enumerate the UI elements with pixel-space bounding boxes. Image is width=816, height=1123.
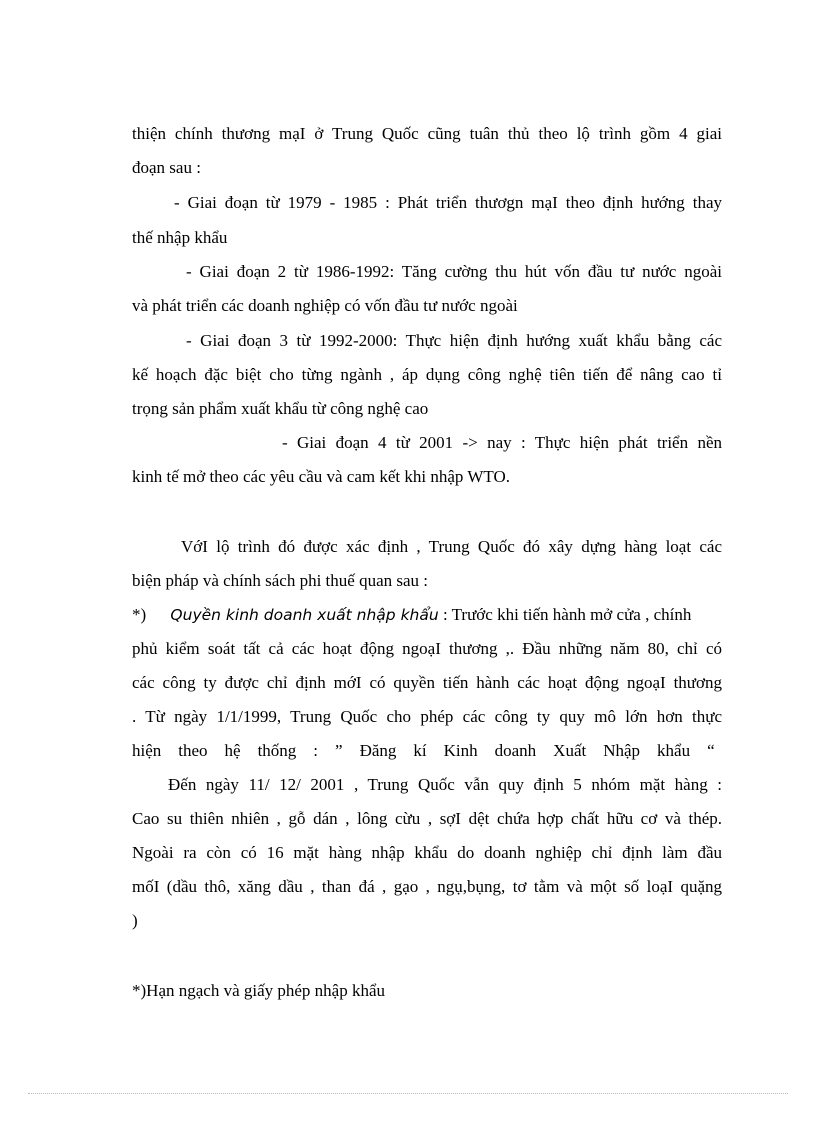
paragraph-line: Cao su thiên nhiên , gỗ dán , lông cừu , sợI dệt chứa hợp chất hữu cơ và thép. [132, 809, 722, 828]
paragraph-line: đoạn sau : [132, 158, 201, 177]
paragraph-line: và phát triển các doanh nghiệp có vốn đầu tư nước ngoài [132, 296, 518, 315]
paragraph-line: Đến ngày 11/ 12/ 2001 , Trung Quốc vẫn quy định 5 nhóm mặt hàng : [168, 775, 722, 794]
rights-heading-line [132, 604, 722, 626]
paragraph-line: kinh tế mở theo các yêu cầu và cam kết khi nhập WTO. [132, 467, 510, 486]
paragraph-line: trọng sản phẩm xuất khẩu từ công nghệ cao [132, 399, 429, 418]
paragraph-line: hiện theo hệ thống : ” Đăng kí Kinh doanh Xuất Nhập khẩu “ [132, 741, 715, 760]
paragraph-line: mốI (dầu thô, xăng dầu , than đá , gạo , ngụ,bụng, tơ tằm và một số loạI quặng [132, 877, 722, 896]
paragraph-line: các công ty được chỉ định mớI có quyền tiến hành các hoạt động ngoạI thương [132, 673, 722, 692]
paragraph-line: Ngoài ra còn có 16 mặt hàng nhập khẩu do doanh nghiệp chỉ định làm đầu [132, 843, 722, 862]
paragraph-intro: VớI lộ trình đó được xác định , Trung Quốc đó xây dựng hàng loạt các [181, 537, 722, 556]
paragraph-line: . Từ ngày 1/1/1999, Trung Quốc cho phép các công ty quy mô lớn hơn thực [132, 707, 722, 726]
list-item-stage-3: - Giai đoạn 3 từ 1992-2000: Thực hiện định hướng xuất khẩu bằng các [186, 331, 722, 350]
page-divider [28, 1093, 788, 1094]
section-heading: *)Hạn ngạch và giấy phép nhập khẩu [132, 981, 386, 1000]
paragraph-line: ) [132, 911, 138, 930]
list-item-stage-2: - Giai đoạn 2 từ 1986-1992: Tăng cường thu hút vốn đầu tư nước ngoài [186, 262, 722, 281]
section-title-italic: Quyền kinh doanh xuất nhập khẩu [170, 606, 439, 624]
paragraph-line: phủ kiểm soát tất cả các hoạt động ngoạI thương ,. Đầu những năm 80, chỉ có [132, 639, 722, 658]
list-item-stage-4: - Giai đoạn 4 từ 2001 -> nay : Thực hiện phát triển nền [282, 433, 722, 452]
paragraph-line: thế nhập khẩu [132, 228, 228, 247]
paragraph-line: biện pháp và chính sách phi thuế quan sau : [132, 571, 429, 590]
bullet-marker: *) [132, 605, 147, 624]
list-item-stage-1: - Giai đoạn từ 1979 - 1985 : Phát triển thươgn mạI theo định hướng thay [174, 193, 722, 212]
paragraph-text: : Trước khi tiến hành mở cửa , chính [442, 605, 692, 624]
paragraph-line: thiện chính thương mạI ở Trung Quốc cũng tuân thủ theo lộ trình gồm 4 giai [132, 124, 722, 143]
paragraph-line: kế hoạch đặc biệt cho từng ngành , áp dụng công nghệ tiên tiến để nâng cao tỉ [132, 365, 722, 384]
